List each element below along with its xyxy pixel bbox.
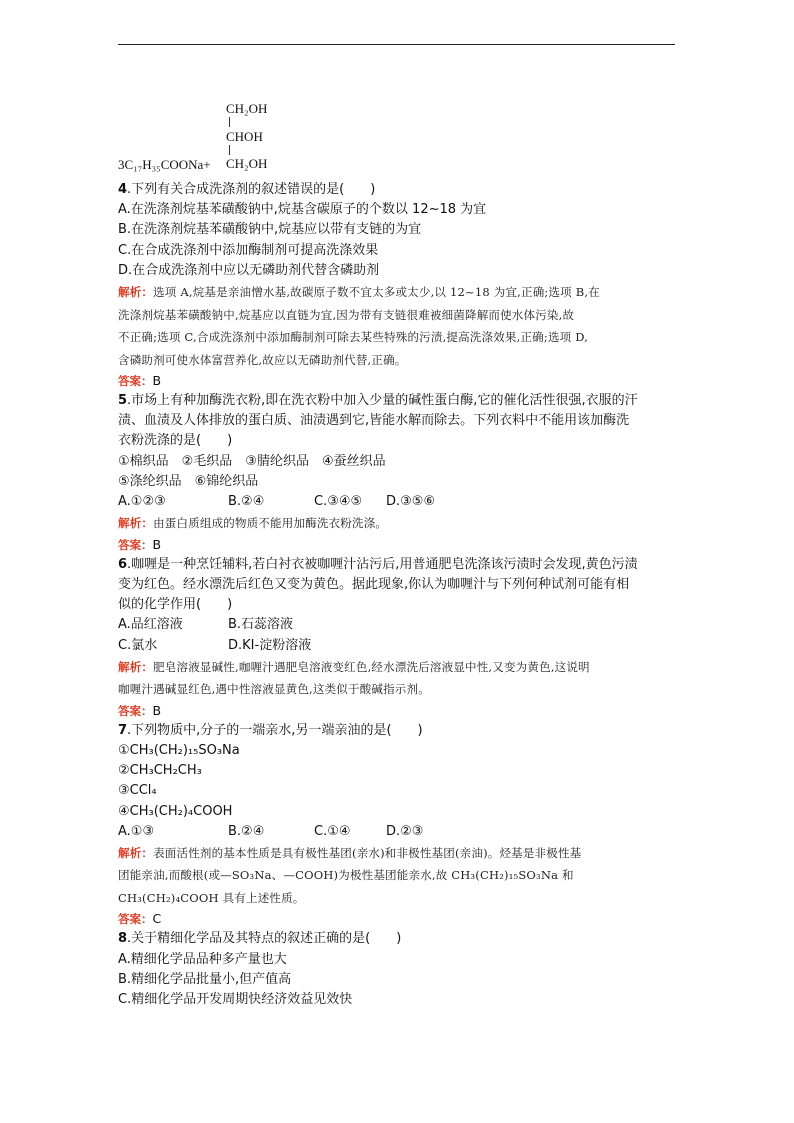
analysis-line: 洗涤剂烷基苯磺酸钠中,烷基应以直链为宜,因为带有支链很难被细菌降解而使水体污染,故 bbox=[118, 307, 575, 322]
question-text: .下列有关合成洗涤剂的叙述错误的是( ) bbox=[127, 182, 376, 197]
question-8-stem bbox=[118, 929, 678, 949]
analysis-text: 由蛋白质组成的物质不能用加酶洗衣粉洗涤。 bbox=[153, 516, 388, 531]
option-a: A.精细化学品品种多产量也大 bbox=[118, 951, 287, 967]
header-rule bbox=[118, 44, 675, 45]
soap-formula: 3C₁₇H₃₅COONa+ bbox=[118, 157, 211, 172]
option-d: D.在合成洗涤剂中应以无磷助剂代替含磷助剂 bbox=[118, 262, 380, 278]
option-b: B.石蕊溶液 bbox=[228, 617, 294, 633]
question-text: .市场上有种加酶洗衣粉,即在洗衣粉中加入少量的碱性蛋白酶,它的催化活性很强,衣服的汗 bbox=[127, 393, 638, 409]
answer-label: 答案： bbox=[118, 374, 153, 389]
analysis-label: 解析： bbox=[118, 845, 154, 860]
option-a: A.在洗涤剂烷基苯磺酸钠中,烷基含碳原子的个数以 12~18 为宜 bbox=[118, 202, 487, 218]
option-c: C.精细化学品开发周期快经济效益见效快 bbox=[118, 992, 353, 1008]
answer-value: B bbox=[152, 702, 162, 718]
question-4-stem bbox=[118, 180, 678, 200]
item-list: ⑤涤纶织品 ⑥锦纶织品 bbox=[118, 473, 259, 489]
answer-line bbox=[118, 701, 678, 721]
option-b: B.②④ bbox=[228, 823, 265, 839]
answer-line bbox=[118, 535, 678, 555]
analysis-line bbox=[118, 842, 678, 865]
question-number: 6 bbox=[118, 556, 128, 572]
question-number: 4 bbox=[118, 182, 128, 197]
analysis-line bbox=[118, 512, 678, 535]
option-d: D.②③ bbox=[386, 823, 424, 839]
question-text: .下列物质中,分子的一端亲水,另一端亲油的是( ) bbox=[127, 722, 423, 738]
answer-line bbox=[118, 371, 678, 391]
analysis-line bbox=[118, 656, 678, 679]
option-d: D.③⑤⑥ bbox=[386, 494, 436, 510]
analysis-line: 团能亲油,而酸根(或—SO₃Na、—COOH)为极性基团能亲水,故 CH₃(CH₂)₁₅SO₃Na 和 bbox=[118, 868, 574, 883]
options-row bbox=[118, 822, 678, 842]
option-a: A.①③ bbox=[118, 823, 155, 839]
analysis-label: 解析： bbox=[118, 516, 154, 531]
glycerol-ch2oh-top: CH₂OH bbox=[226, 101, 268, 116]
option-c: C.在合成洗涤剂中添加酶制剂可提高洗涤效果 bbox=[118, 242, 379, 258]
question-number: 8 bbox=[118, 931, 128, 947]
option-a: A.①②③ bbox=[118, 494, 166, 510]
analysis-line: 不正确;选项 C,合成洗涤剂中添加酶制剂可除去某些特殊的污渍,提高洗涤效果,正确;选项 D, bbox=[118, 330, 589, 345]
option-c: C.③④⑤ bbox=[314, 494, 363, 510]
item-2: ②CH₃CH₂CH₃ bbox=[118, 763, 202, 779]
option-c: C.①④ bbox=[314, 823, 351, 839]
analysis-text: 肥皂溶液显碱性,咖喱汁遇肥皂溶液变红色,经水漂洗后溶液显中性,又变为黄色,这说明 bbox=[153, 659, 590, 674]
glycerol-choh: CHOH bbox=[226, 129, 263, 144]
options-row bbox=[118, 492, 678, 512]
answer-value: B bbox=[152, 536, 162, 552]
item-4: ④CH₃(CH₂)₄COOH bbox=[118, 803, 233, 819]
option-d: D.KI-淀粉溶液 bbox=[228, 637, 312, 653]
question-7-stem bbox=[118, 721, 678, 741]
analysis-label: 解析： bbox=[118, 285, 154, 300]
question-5-stem bbox=[118, 391, 678, 411]
analysis-line: 咖喱汁遇碱显红色,遇中性溶液显黄色,这类似于酸碱指示剂。 bbox=[118, 682, 430, 697]
glycerol-ch2oh-bottom: CH₂OH bbox=[226, 156, 268, 171]
item-list: ①棉织品 ②毛织品 ③腈纶织品 ④蚕丝织品 bbox=[118, 453, 386, 469]
bond-line bbox=[229, 145, 230, 155]
analysis-line: 含磷助剂可使水体富营养化,故应以无磷助剂代替,正确。 bbox=[118, 352, 407, 367]
question-text: .关于精细化学品及其特点的叙述正确的是( ) bbox=[127, 931, 402, 947]
question-text: 衣粉洗涤的是( ) bbox=[118, 433, 233, 449]
option-a: A.品红溶液 bbox=[118, 617, 183, 633]
answer-line bbox=[118, 909, 678, 929]
question-6-stem bbox=[118, 555, 678, 575]
analysis-line bbox=[118, 281, 678, 304]
document-body bbox=[118, 180, 678, 1010]
analysis-line: CH₃(CH₂)₄COOH 具有上述性质。 bbox=[118, 890, 305, 905]
answer-value: B bbox=[152, 373, 162, 389]
question-text: 变为红色。经水漂洗后红色又变为黄色。据此现象,你认为咖喱汁与下列何种试剂可能有相 bbox=[118, 576, 630, 592]
question-number: 5 bbox=[118, 393, 128, 409]
bond-line bbox=[229, 117, 230, 127]
item-1: ①CH₃(CH₂)₁₅SO₃Na bbox=[118, 742, 240, 758]
options-row bbox=[118, 615, 678, 635]
answer-label: 答案： bbox=[118, 537, 153, 552]
option-c: C.氯水 bbox=[118, 637, 158, 653]
options-row bbox=[118, 636, 678, 656]
item-3: ③CCl₄ bbox=[118, 783, 157, 799]
analysis-text: 表面活性剂的基本性质是具有极性基团(亲水)和非极性基团(亲油)。烃基是非极性基 bbox=[153, 845, 582, 860]
option-b: B.精细化学品批量小,但产值高 bbox=[118, 971, 292, 987]
question-text: .咖喱是一种烹饪辅料,若白衬衣被咖喱汁沾污后,用普通肥皂洗涤该污渍时会发现,黄色污渍 bbox=[127, 556, 638, 572]
question-number: 7 bbox=[118, 722, 128, 738]
analysis-label: 解析： bbox=[118, 659, 154, 674]
analysis-text: 选项 A,烷基是亲油憎水基,故碳原子数不宜太多或太少,以 12~18 为宜,正确;选项 B,在 bbox=[153, 285, 600, 300]
question-text: 渍、血渍及人体排放的蛋白质、油渍遇到它,皆能水解而除去。下列衣料中不能用该加酶洗 bbox=[118, 413, 630, 429]
answer-label: 答案： bbox=[118, 912, 153, 927]
option-b: B.在洗涤剂烷基苯磺酸钠中,烷基应以带有支链的为宜 bbox=[118, 222, 422, 238]
option-b: B.②④ bbox=[228, 494, 265, 510]
answer-value: C bbox=[152, 911, 162, 927]
question-text: 似的化学作用( ) bbox=[118, 597, 233, 613]
answer-label: 答案： bbox=[118, 703, 153, 718]
